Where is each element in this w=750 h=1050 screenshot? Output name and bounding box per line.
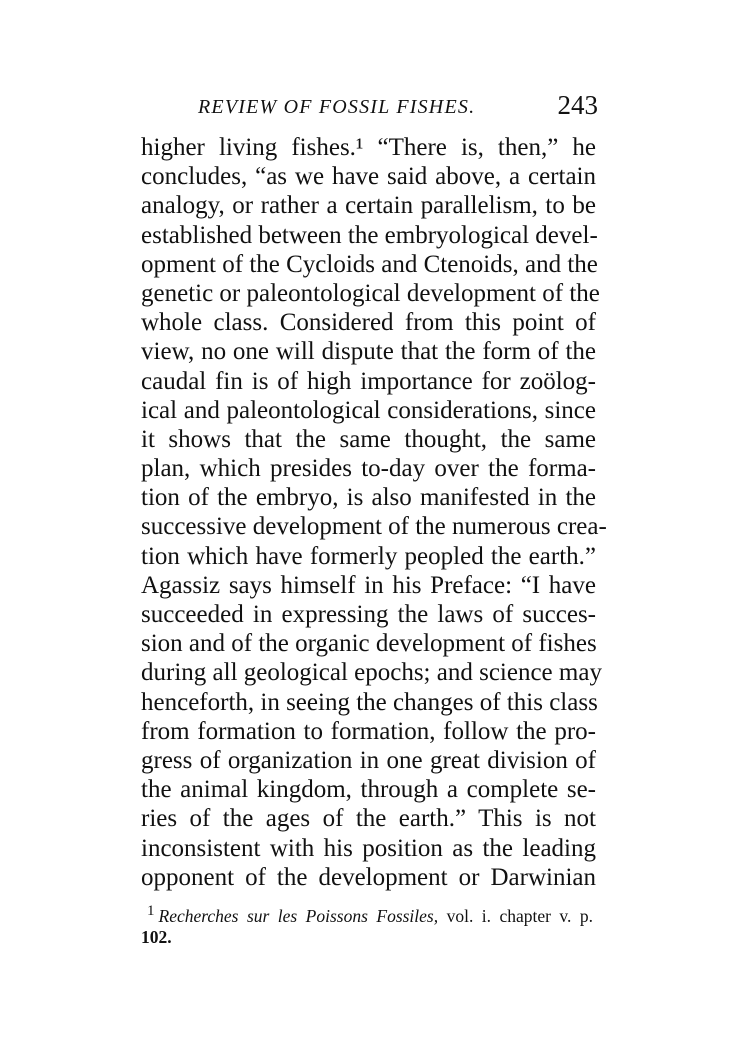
text-line: caudal fin is of high importance for zoölog- (141, 367, 596, 395)
footnote-line: 102. (141, 927, 172, 947)
text-line: ries of the ages of the earth.” This is not (141, 805, 596, 833)
text-line: concludes, “as we have said above, a certain (141, 163, 596, 191)
text-line: Agassiz says himself in his Preface: “I have (141, 571, 596, 599)
text-line: tion of the embryo, is also manifested in the (141, 484, 596, 512)
page-number: 243 (557, 90, 598, 120)
text-line: genetic or paleontological development of the (141, 279, 600, 307)
footnote (141, 898, 593, 950)
text-line: opment of the Cycloids and Ctenoids, and the (141, 250, 598, 278)
footnote-source-title: Recherches sur les Poissons Fossiles, (158, 905, 439, 926)
running-head-title: REVIEW OF FOSSIL FISHES. (198, 96, 476, 118)
body-text (141, 133, 607, 892)
text-line: from formation to formation, follow the pro- (141, 717, 596, 745)
text-line: opponent of the development or Darwinian (141, 863, 596, 891)
text-line: view, no one will dispute that the form of the (141, 338, 596, 366)
footnote-marker: 1 (147, 903, 155, 919)
text-line: gress of organization in one great division of (141, 746, 596, 774)
text-line: during all geological epochs; and science may (141, 659, 602, 687)
text-line: plan, which presides to-day over the forma- (141, 455, 596, 483)
text-line: whole class. Considered from this point of (141, 309, 596, 337)
text-line: inconsistent with his position as the leading (141, 834, 596, 862)
text-line: established between the embryological devel- (141, 221, 598, 249)
text-line: it shows that the same thought, the same (141, 425, 596, 453)
footnote-line (141, 898, 593, 924)
footnote-source-detail: vol. i. chapter v. p. (438, 905, 593, 926)
text-line: sion and of the organic development of fishes (141, 630, 597, 658)
running-head (140, 92, 598, 128)
text-line: the animal kingdom, through a complete se- (141, 776, 596, 804)
text-line: successive development of the numerous crea- (141, 513, 607, 541)
text-line: ical and paleontological considerations, since (141, 396, 596, 424)
text-line: analogy, or rather a certain parallelism, to be (141, 192, 596, 220)
text-line: higher living fishes.¹ “There is, then,” he (141, 134, 596, 161)
text-line: succeeded in expressing the laws of succes- (141, 601, 596, 628)
text-line: tion which have formerly peopled the earth.” (141, 542, 596, 570)
text-line: henceforth, in seeing the changes of this class (141, 688, 598, 716)
